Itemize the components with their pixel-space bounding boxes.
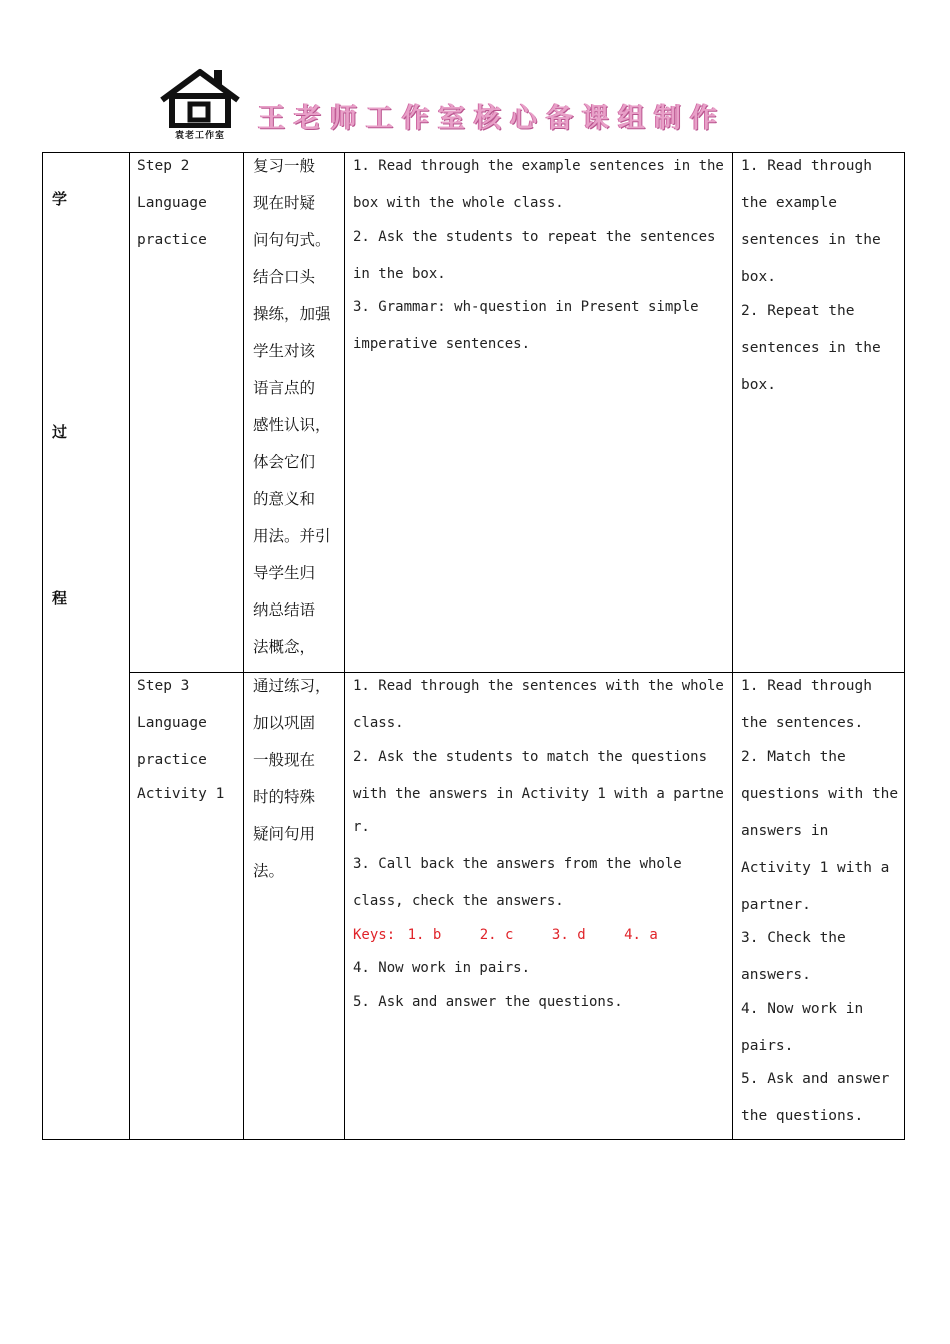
student-text: Activity 1 with a [741, 859, 890, 876]
teacher-text: 2. Ask the students to repeat the sentences [353, 228, 716, 245]
purpose-text: 疑问句用 [253, 825, 316, 843]
student-text: the questions. [741, 1108, 864, 1124]
purpose-text: 现在时疑 [253, 194, 316, 212]
student-text: sentences in the [741, 232, 881, 248]
teacher-text: 3. Grammar: wh-question in Present simple [353, 299, 699, 315]
purpose-text: 结合口头 [253, 268, 316, 286]
key-item: 1. b [407, 926, 442, 943]
student-activity-cell [741, 668, 898, 1135]
teacher-text: with the answers in Activity 1 with a partne [353, 785, 724, 802]
header-banner: 王老师工作室核心备课组制作 [258, 103, 726, 134]
student-text: 1. Read through [741, 678, 872, 694]
step-text: Language [137, 715, 207, 731]
student-text: questions with the [741, 785, 899, 802]
teacher-text: 5. Ask and answer the questions. [353, 993, 623, 1010]
table-border-right [904, 152, 905, 1140]
step-text: Language [137, 195, 207, 211]
student-text: partner. [741, 896, 811, 913]
column-divider [243, 152, 244, 1140]
teacher-text: 1. Read through the example sentences in the [353, 158, 724, 174]
purpose-text: 学生对该 [253, 342, 316, 360]
teacher-text: in the box. [353, 265, 446, 282]
student-text: 2. Repeat the [741, 302, 855, 319]
student-text: answers in [741, 822, 829, 839]
teacher-text: class, check the answers. [353, 893, 564, 909]
step-cell [137, 668, 224, 813]
purpose-text: 时的特殊 [253, 788, 316, 806]
student-text: 4. Now work in [741, 1000, 864, 1017]
key-item: 3. d [551, 926, 586, 943]
teacher-text: 2. Ask the students to match the questions [353, 748, 708, 765]
house-logo [158, 66, 242, 144]
teacher-text: class. [353, 715, 404, 731]
purpose-text: 通过练习， [253, 677, 331, 695]
purpose-text: 导学生归 [253, 564, 316, 582]
teacher-text: 1. Read through the sentences with the whole [353, 678, 724, 694]
student-text: box. [741, 376, 776, 393]
student-text: pairs. [741, 1037, 794, 1054]
purpose-text: 的意义和 [253, 490, 316, 508]
step-text: practice [137, 232, 207, 248]
student-text: 1. Read through [741, 158, 872, 174]
purpose-text: 法。 [253, 862, 285, 880]
step-text: Step 3 [137, 678, 190, 694]
purpose-cell [253, 148, 331, 666]
student-text: the sentences. [741, 715, 864, 731]
purpose-text: 体会它们 [253, 453, 316, 471]
student-text: 2. Match the [741, 748, 846, 765]
teacher-text: imperative sentences. [353, 336, 531, 352]
side-label-char: 过 [52, 423, 68, 441]
teacher-text: 3. Call back the answers from the whole [353, 856, 682, 872]
house-icon [158, 66, 242, 128]
teacher-text: 4. Now work in pairs. [353, 960, 531, 976]
purpose-text: 复习一般 [253, 157, 316, 175]
key-item: 4. a [624, 926, 658, 943]
logo-caption: 袁老工作室 [174, 131, 225, 141]
answer-keys [353, 917, 724, 951]
purpose-text: 用法。并引 [253, 527, 331, 545]
step-text: Activity 1 [137, 785, 225, 802]
side-label-char: 学 [52, 190, 68, 208]
step-cell [137, 148, 207, 259]
purpose-text: 感性认识， [253, 416, 331, 434]
purpose-text: 语言点的 [253, 379, 316, 397]
table-border-bottom [42, 1139, 905, 1140]
purpose-text: 法概念， [253, 638, 316, 656]
teacher-text: box with the whole class. [353, 195, 564, 211]
purpose-text: 纳总结语 [253, 601, 316, 619]
step-text: Step 2 [137, 158, 190, 174]
column-divider [344, 152, 345, 1140]
key-item: 2. c [479, 926, 514, 943]
student-text: sentences in the [741, 339, 881, 356]
table-border-left [42, 152, 43, 1140]
column-divider [129, 152, 130, 1140]
purpose-text: 一般现在 [253, 751, 316, 769]
purpose-text: 加以巩固 [253, 714, 316, 732]
student-text: answers. [741, 967, 811, 983]
teacher-activity-cell [353, 148, 724, 363]
purpose-text: 问句句式。 [253, 231, 331, 249]
purpose-cell [253, 668, 331, 890]
keys-label: Keys: [353, 926, 396, 943]
teacher-activity-cell [353, 668, 724, 1021]
student-text: 5. Ask and answer [741, 1071, 890, 1087]
teacher-text: r. [353, 819, 370, 835]
purpose-text: 操练，加强 [253, 305, 331, 323]
student-text: box. [741, 269, 776, 285]
side-label-char: 程 [52, 589, 68, 607]
column-divider [732, 152, 733, 1140]
step-text: practice [137, 752, 207, 768]
student-text: the example [741, 195, 838, 211]
student-activity-cell [741, 148, 881, 404]
student-text: 3. Check the [741, 930, 846, 946]
